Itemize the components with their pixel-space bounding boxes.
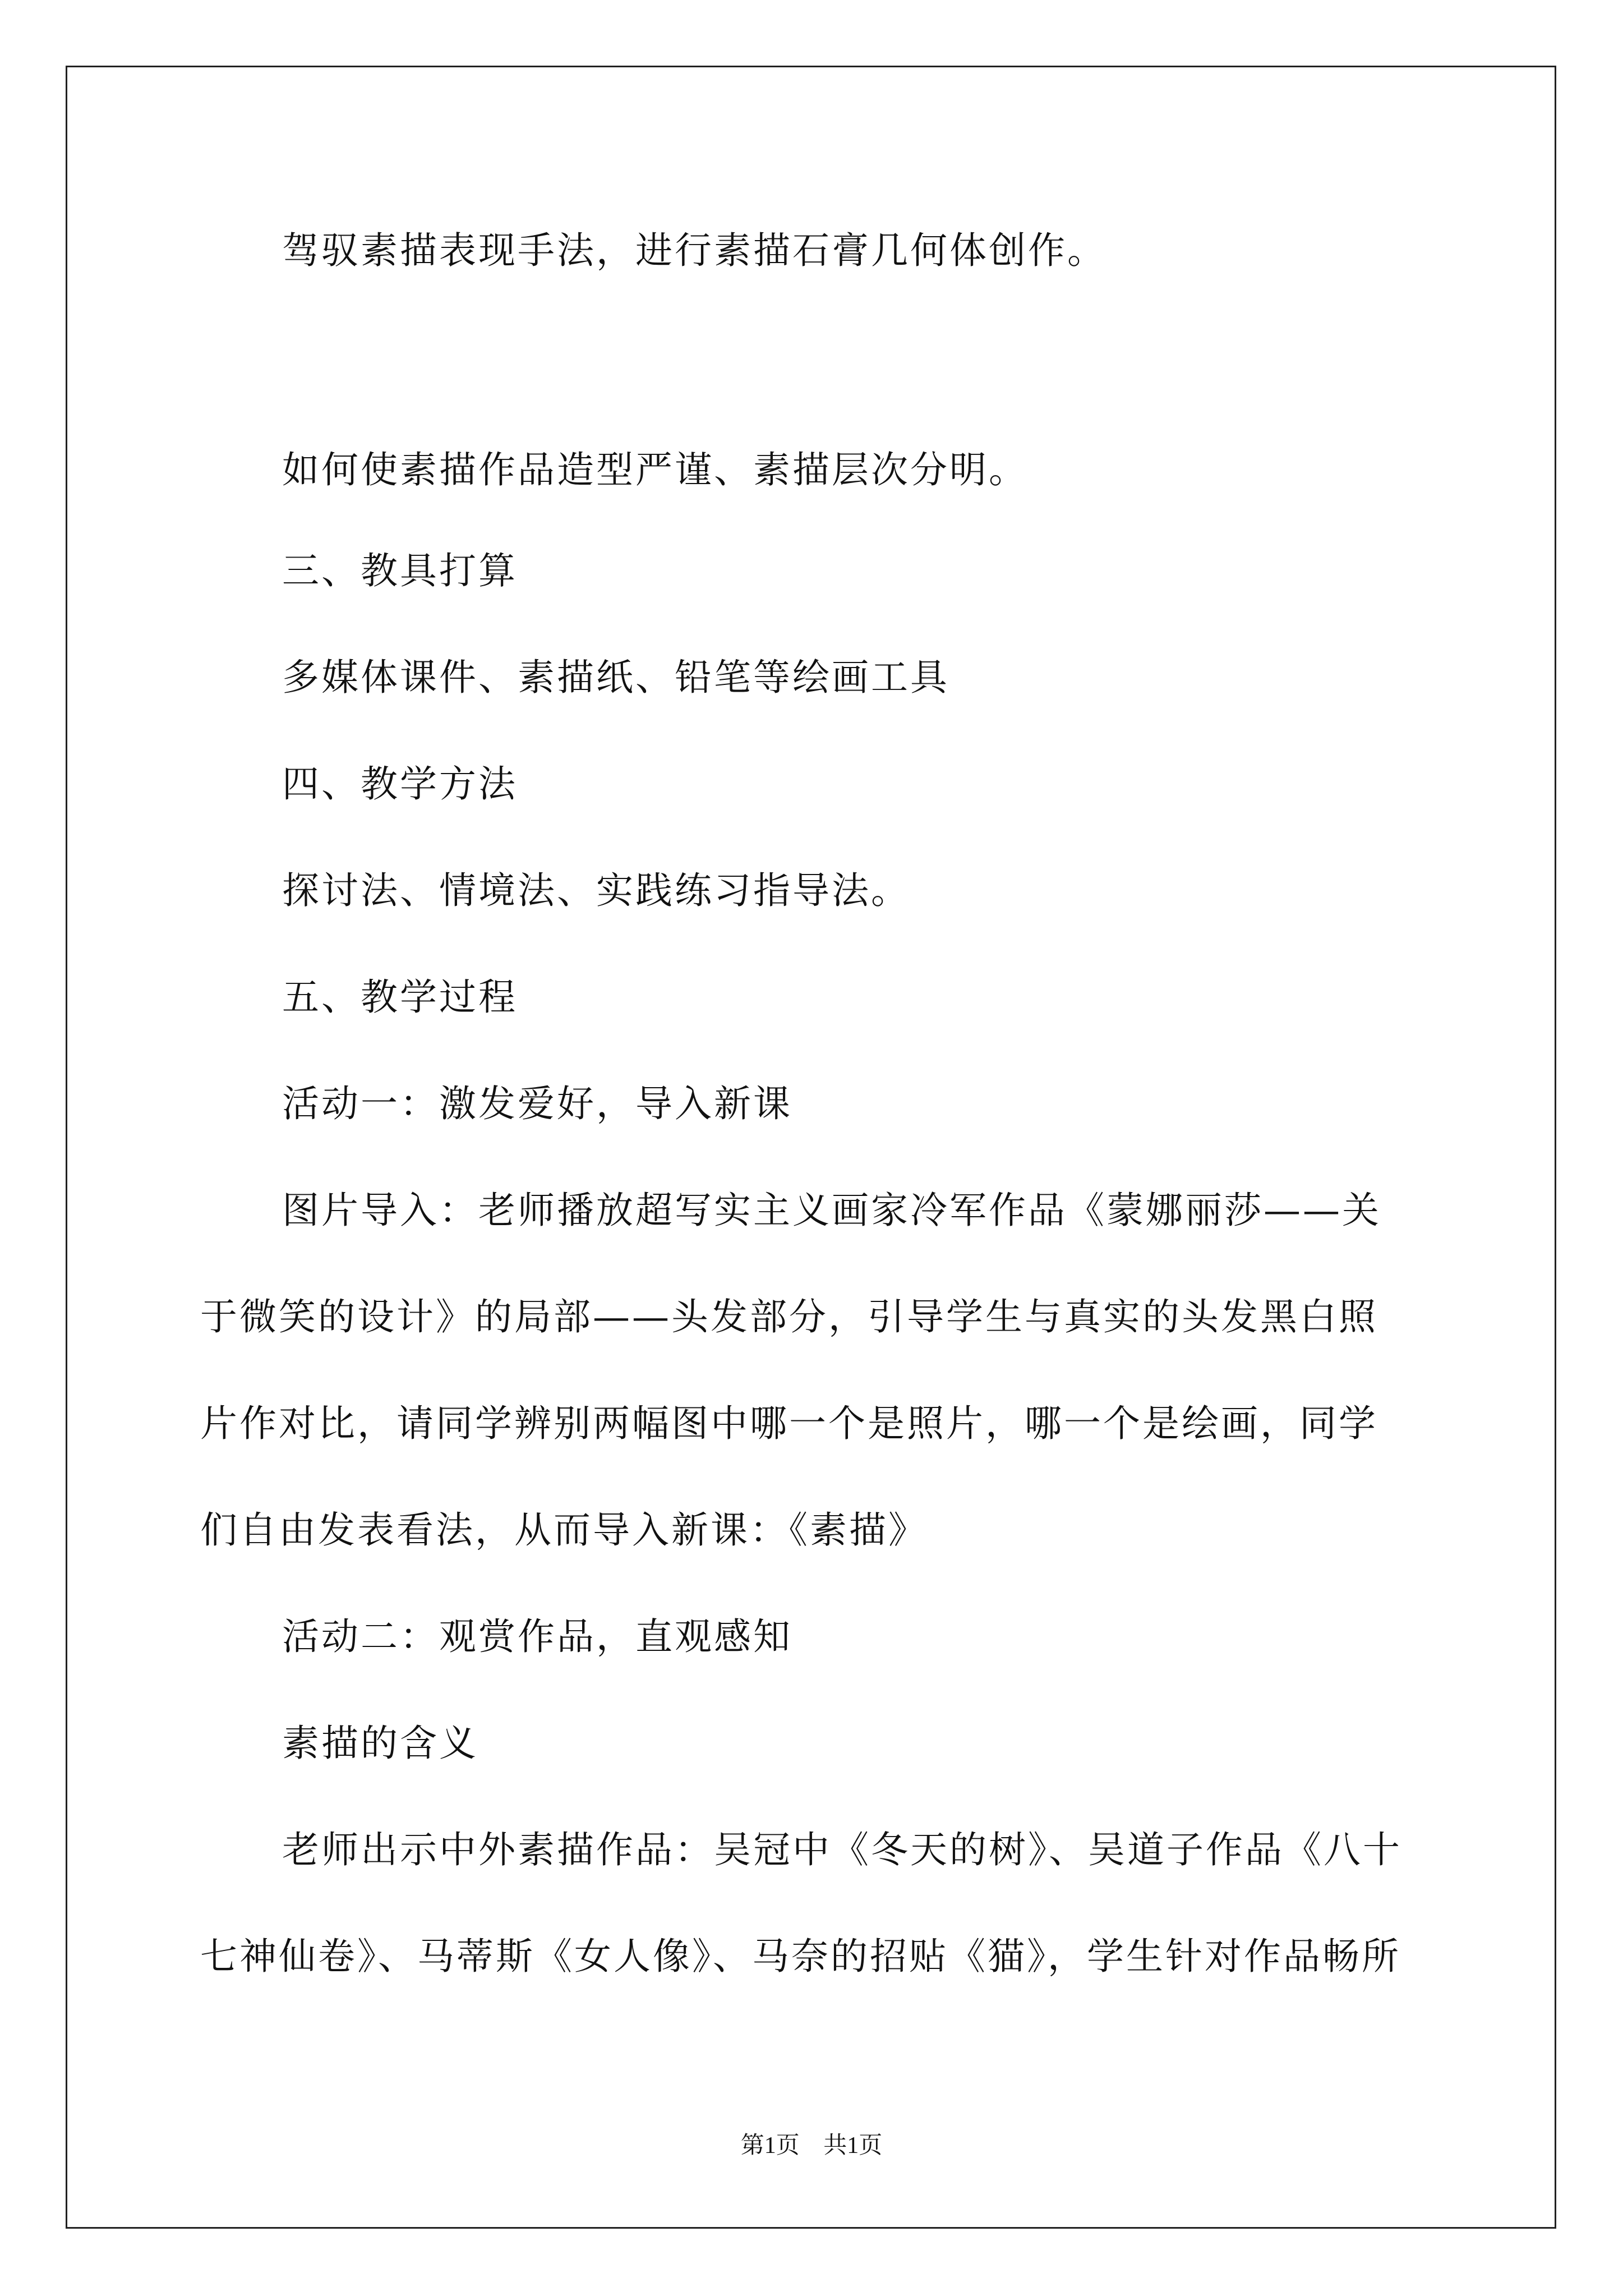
paragraph-line: 老师出示中外素描作品：吴冠中《冬天的树》、吴道子作品《八十 <box>282 1828 1402 1871</box>
page-total: 共1页 <box>823 2133 883 2159</box>
section-heading: 四、教学方法 <box>282 762 518 806</box>
paragraph-line: 片作对比，请同学辨别两幅图中哪一个是照片，哪一个是绘画，同学 <box>200 1402 1378 1445</box>
section-heading: 三、教具打算 <box>282 549 518 592</box>
subheading: 活动一：激发爱好，导入新课 <box>282 1082 792 1125</box>
page-number: 第1页 <box>740 2133 800 2159</box>
page-footer <box>0 2129 1623 2162</box>
subheading: 素描的含义 <box>282 1722 478 1765</box>
paragraph-line: 多媒体课件、素描纸、铅笔等绘画工具 <box>282 656 949 699</box>
paragraph-line: 七神仙卷》、马蒂斯《女人像》、马奈的招贴《猫》，学生针对作品畅所 <box>200 1935 1401 1978</box>
paragraph-line: 驾驭素描表现手法，进行素描石膏几何体创作。 <box>282 229 1106 272</box>
paragraph-line: 于微笑的设计》的局部——头发部分，引导学生与真实的头发黑白照 <box>200 1295 1378 1338</box>
page-border <box>66 66 1556 2229</box>
section-heading: 五、教学过程 <box>282 976 518 1019</box>
paragraph-line: 们自由发表看法，从而导入新课：《素描》 <box>200 1508 928 1552</box>
paragraph-line: 探讨法、情境法、实践练习指导法。 <box>282 869 910 912</box>
subheading: 活动二：观赏作品，直观感知 <box>282 1615 792 1658</box>
paragraph-line: 图片导入：老师播放超写实主义画家冷军作品《蒙娜丽莎——关 <box>282 1189 1381 1232</box>
paragraph-line: 如何使素描作品造型严谨、素描层次分明。 <box>282 448 1028 491</box>
